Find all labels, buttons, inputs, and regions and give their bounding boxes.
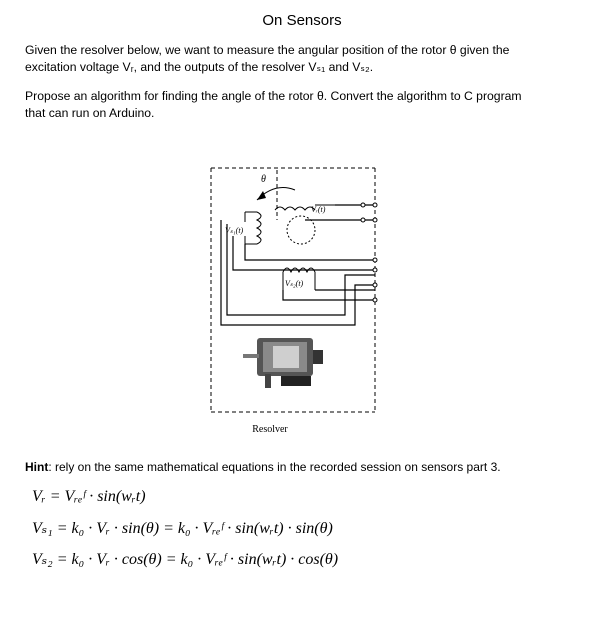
vr-label: Vᵣ(t): [311, 205, 326, 214]
theta-arrowhead: [257, 191, 266, 200]
problem-statement: [25, 42, 585, 76]
rotor-winding: [275, 205, 335, 244]
hint-text: : rely on the same mathematical equations in the recorded session on sensors part 3.: [48, 460, 501, 474]
resolver-diagram: [205, 160, 385, 422]
page-title: On Sensors: [262, 12, 342, 29]
equation-vs2: Vₛ₂ = k₀ · Vᵣ · cos(θ) = k₀ · Vᵣₑᶠ · sin(wᵣt) · cos(θ): [32, 551, 339, 568]
vs2-label: Vₛ₂(t): [285, 279, 304, 288]
problem-line-2: excitation voltage Vᵣ, and the outputs of the resolver Vₛ₁ and Vₛ₂.: [25, 60, 374, 74]
task-statement: [25, 88, 585, 122]
theta-label: θ: [261, 174, 266, 185]
task-line-1: Propose an algorithm for finding the angle of the rotor θ. Convert the algorithm to C program: [25, 89, 522, 103]
hint-label: Hint: [25, 460, 49, 474]
vs1-label: Vₛ₁(t): [225, 226, 244, 235]
equation-vr: Vᵣ = Vᵣₑᶠ · sin(wᵣt): [32, 488, 146, 505]
hint-line: [25, 460, 501, 474]
figure-caption: Resolver: [252, 424, 288, 435]
task-line-2: that can run on Arduino.: [25, 106, 155, 120]
problem-line-1: Given the resolver below, we want to measure the angular position of the rotor θ given the: [25, 43, 510, 57]
equation-vs1: Vₛ₁ = k₀ · Vᵣ · sin(θ) = k₀ · Vᵣₑᶠ · sin(wᵣt) · sin(θ): [32, 520, 333, 537]
resolver-photo: [243, 338, 323, 388]
